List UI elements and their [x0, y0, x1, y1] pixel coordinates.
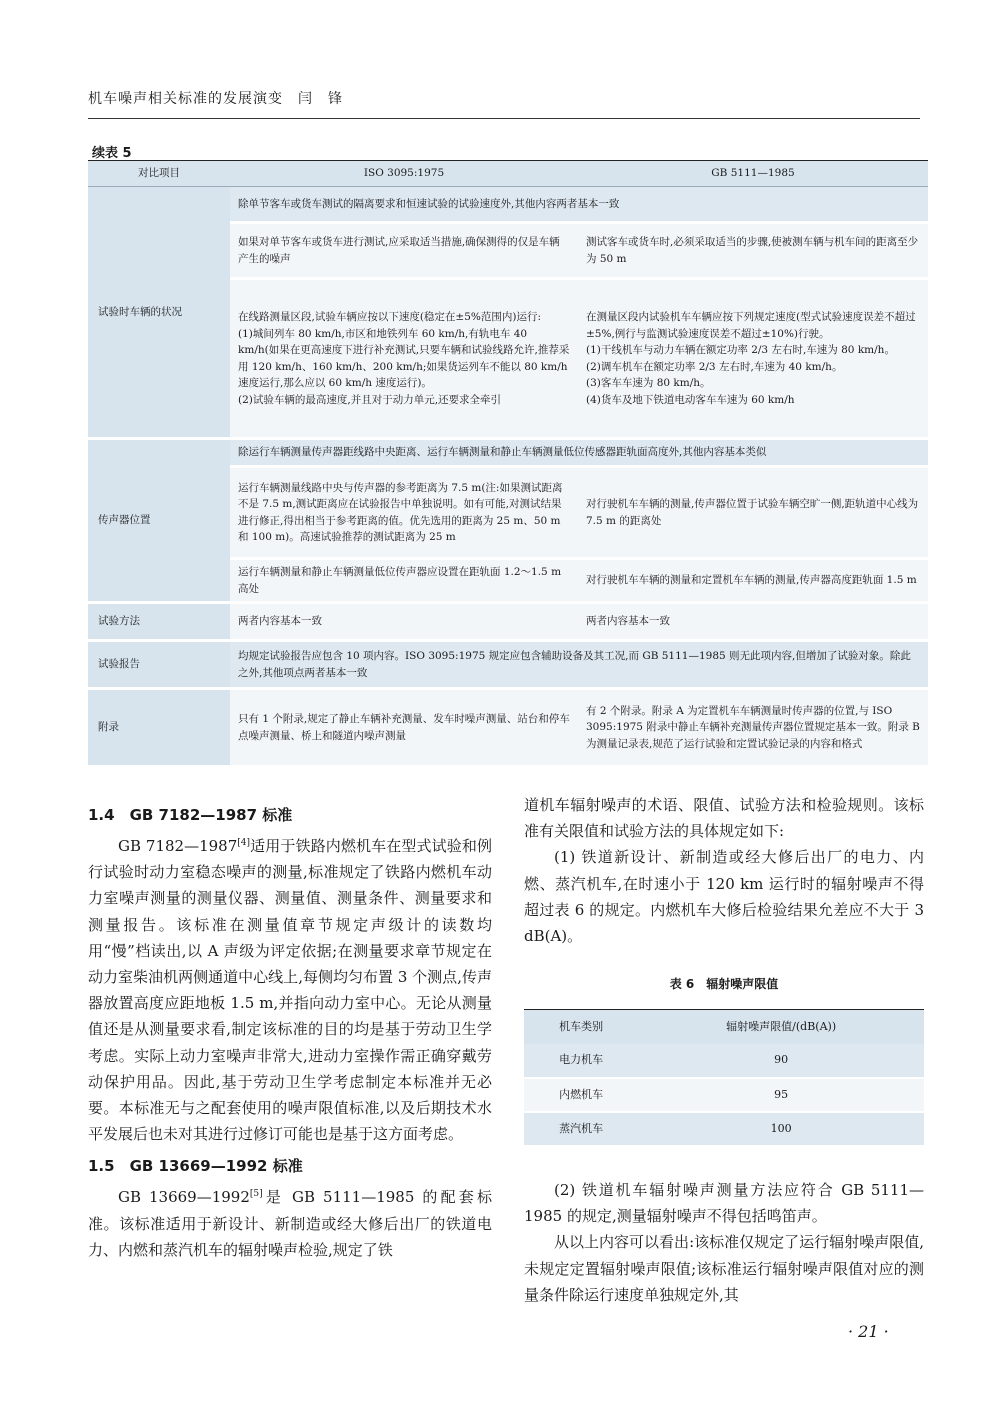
table-row	[524, 1044, 924, 1078]
table6-cell: 90	[638, 1044, 924, 1078]
table-row	[524, 1112, 924, 1146]
table6	[524, 1009, 924, 1147]
table5-item: 试验方法	[88, 603, 230, 641]
table5-item: 传声器位置	[88, 439, 230, 603]
table6-cell: 电力机车	[524, 1044, 638, 1078]
paragraph: GB 13669—1992[5]是 GB 5111—1985 的配套标准。该标准适用于新设计、新制造或经大修后出厂的铁道电力、内燃和蒸汽机车的辐射噪声检验,规定了铁	[88, 1188, 492, 1259]
table5-caption: 续表 5	[92, 146, 132, 161]
table-row	[524, 1078, 924, 1112]
table5-cell: 两者内容基本一致	[578, 603, 928, 641]
page-number: · 21 ·	[848, 1322, 889, 1341]
table5-span-cell: 除单节客车或货车测试的隔离要求和恒速试验的试验速度外,其他内容两者基本一致	[230, 187, 928, 223]
table5-cell: 运行车辆测量线路中央与传声器的参考距离为 7.5 m(注:如果测试距离不是 7.5 m,测试距离应在试验报告中单独说明。如有可能,对测试结果进行修正,得出相当于参考距离的值。优先选用的距离为 25 m、50 m 和 100 m)。高速试验推荐的测试距离为 25 m	[230, 467, 578, 559]
paragraph: GB 7182—1987[4]适用于铁路内燃机车在型式试验和例行试验时动力室稳态噪声的测量,标准规定了铁路内燃机车动力室噪声测量的测量仪器、测量值、测量条件、测量要求和测量报告。该标准在测量值章节规定声级计的读数均用“慢”档读出,以 A 声级为评定依据;在测量要求章节规定在动力室柴油机两侧通道中心线上,每侧均匀布置 3 个测点,传声器放置高度应距地板 1.5 m,并指向动力室中心。无论从测量值还是从测量要求看,制定该标准的目的均是基于劳动卫生学考虑。实际上动力室噪声非常大,进动力室操作需正确穿戴劳动保护用品。因此,基于劳动卫生学考虑制定本标准并无必要。本标准无与之配套使用的噪声限值标准,以及后期技术水平发展后也未对其进行过修订可能也是基于这方面考虑。	[88, 837, 492, 1144]
section-heading: 1.5 GB 13669—1992 标准	[88, 1157, 303, 1176]
table5-header: GB 5111—1985	[578, 161, 928, 187]
paragraph: (2) 铁道机车辐射噪声测量方法应符合 GB 5111—1985 的规定,测量辐射噪声不得包括鸣笛声。	[524, 1180, 924, 1226]
citation: [5]	[249, 1189, 263, 1200]
table5-span-cell: 除运行车辆测量传声器距线路中央距离、运行车辆测量和静止车辆测量低位传感器距轨面高度外,其他内容基本类似	[230, 439, 928, 467]
table5-cell: 只有 1 个附录,规定了静止车辆补充测量、发车时噪声测量、站台和停车点噪声测量、桥上和隧道内噪声测量	[230, 689, 578, 767]
table5-cell: 有 2 个附录。附录 A 为定置机车车辆测量时传声器的位置,与 ISO 3095:1975 附录中静止车辆补充测量传声器位置规定基本一致。附录 B 为测量记录表,规范了运行试验和定置试验记录的内容和格式	[578, 689, 928, 767]
table5-span-cell: 均规定试验报告应包含 10 项内容。ISO 3095:1975 规定应包含辅助设备及其工况,而 GB 5111—1985 则无此项内容,但增加了试验对象。除此之外,其他项点两者基本一致	[230, 641, 928, 689]
table6-cell: 内燃机车	[524, 1078, 638, 1112]
section-heading: 1.4 GB 7182—1987 标准	[88, 806, 293, 824]
header-rule	[88, 118, 920, 119]
table5-cell: 运行车辆测量和静止车辆测量低位传声器应设置在距轨面 1.2～1.5 m 高处	[230, 559, 578, 603]
table5-header: ISO 3095:1975	[230, 161, 578, 187]
table5-cell: 两者内容基本一致	[230, 603, 578, 641]
table5	[88, 160, 928, 768]
table5-item: 附录	[88, 689, 230, 767]
citation: [4]	[237, 838, 250, 848]
table5-cell: 在测量区段内试验机车车辆应按下列规定速度(型式试验速度误差不超过±5%,例行与监测试验速度误差不超过±10%)行驶。 (1)干线机车与动力车辆在额定功率 2/3 左右时,车速为 80 km/h。 (2)调车机车在额定功率 2/3 左右时,车速为 40 km/h。 (3)客车车速为 80 km/h。 (4)货车及地下铁道电动客车车速为 60 km/h	[578, 279, 928, 439]
table5-cell: 如果对单节客车或货车进行测试,应采取适当措施,确保测得的仅是车辆产生的噪声	[230, 223, 578, 279]
table5-item: 试验时车辆的状况	[88, 187, 230, 439]
table6-cell: 蒸汽机车	[524, 1112, 638, 1146]
table6-caption: 表 6 辐射噪声限值	[669, 977, 779, 992]
paragraph: (1) 铁道新设计、新制造或经大修后出厂的电力、内燃、蒸汽机车,在时速小于 120 km 运行时的辐射噪声不得超过表 6 的规定。内燃机车大修后检验结果允差应不大于 3 dB(A)。	[524, 848, 924, 946]
paragraph: 从以上内容可以看出:该标准仅规定了运行辐射噪声限值,未规定定置辐射噪声限值;该标准运行辐射噪声限值对应的测量条件除运行速度单独规定外,其	[524, 1233, 924, 1304]
table5-header: 对比项目	[88, 161, 230, 187]
paragraph: 道机车辐射噪声的术语、限值、试验方法和检验规则。该标准有关限值和试验方法的具体规定如下:	[524, 796, 924, 841]
right-column	[524, 792, 924, 1308]
table6-cell: 95	[638, 1078, 924, 1112]
running-header: 机车噪声相关标准的发展演变 闫 锋	[88, 91, 343, 107]
table5-item: 试验报告	[88, 641, 230, 689]
table5-cell: 对行驶机车车辆的测量和定置机车车辆的测量,传声器高度距轨面 1.5 m	[578, 559, 928, 603]
table5-cell: 测试客车或货车时,必须采取适当的步骤,使被测车辆与机车间的距离至少为 50 m	[578, 223, 928, 279]
left-column	[88, 800, 492, 1263]
table6-header: 机车类别	[524, 1010, 638, 1044]
table5-cell: 对行驶机车车辆的测量,传声器位置于试验车辆空旷一侧,距轨道中心线为 7.5 m 的距离处	[578, 467, 928, 559]
table6-cell: 100	[638, 1112, 924, 1146]
table6-header: 辐射噪声限值/(dB(A))	[638, 1010, 924, 1044]
table5-cell: 在线路测量区段,试验车辆应按以下速度(稳定在±5%范围内)运行: (1)城间列车 80 km/h,市区和地铁列车 60 km/h,有轨电车 40 km/h(如果在更高速度下进行补充测试,只要车辆和试验线路允许,推荐采用 120 km/h、160 km/h、200 km/h;如果货运列车不能以 80 km/h 速度运行,那么应以 60 km/h 速度运行)。 (2)试验车辆的最高速度,并且对于动力单元,还要求全牵引	[230, 279, 578, 439]
